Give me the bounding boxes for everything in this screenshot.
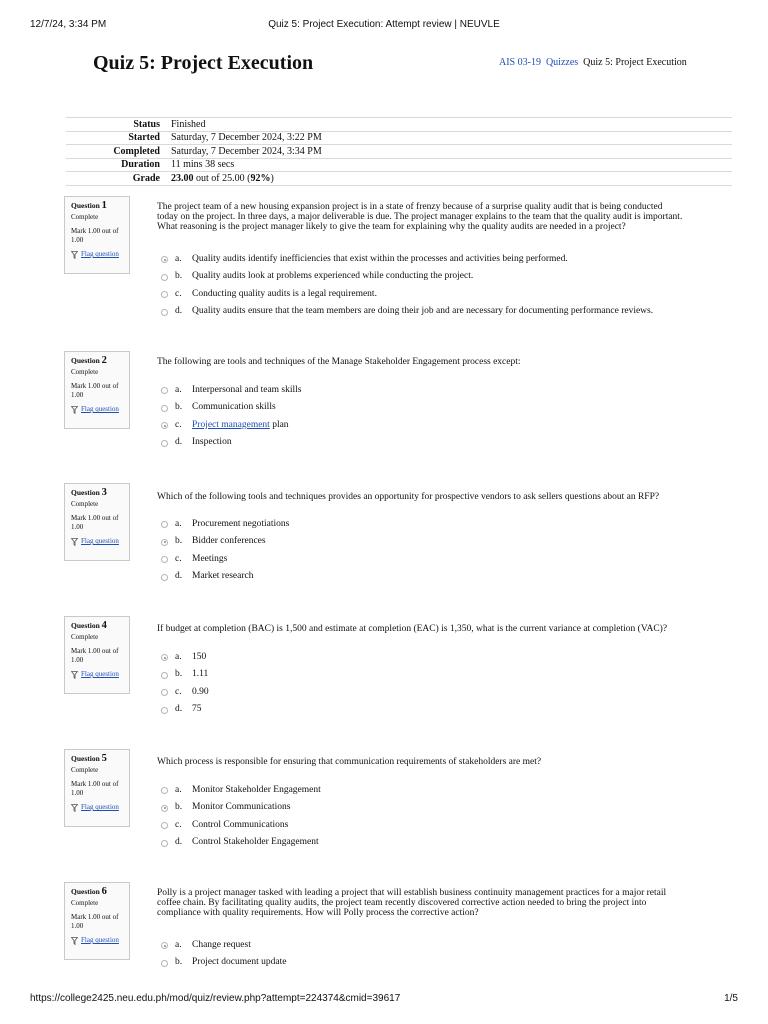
answer-letter: a. [175, 518, 182, 529]
question-text: Which process is responsible for ensuring that communication requirements of stakeholders are met? [157, 757, 542, 767]
question-number [71, 356, 124, 365]
breadcrumb-quizzes-link[interactable]: Quizzes [545, 57, 579, 68]
attempt-summary-table [66, 117, 732, 186]
summary-value: Saturday, 7 December 2024, 3:22 PM [171, 132, 322, 144]
breadcrumb-course-link[interactable]: AIS 03-19 [499, 57, 541, 68]
answer-letter: b. [175, 957, 183, 968]
summary-label: Grade [132, 172, 160, 184]
summary-value: Finished [171, 118, 206, 130]
question-state: Complete [71, 213, 99, 221]
answer-radio[interactable] [161, 960, 168, 967]
answer-text-content: Control Stakeholder Engagement [192, 837, 319, 848]
question-text: The project team of a new housing expansion project is in a state of frenzy because of a surprise quality audit that is being conducted today on the project. In three days, a major deliverable is due. The project manager explains to the team that the quality audit is important. What reasoning is the project manager likely to give the team for explaining why the quality audits are needed in a project? [157, 202, 683, 232]
answer-option[interactable] [161, 936, 721, 954]
flag-question-label: Flag question [81, 670, 119, 678]
answer-radio[interactable] [161, 539, 168, 546]
answer-text [192, 554, 227, 564]
answer-radio[interactable] [161, 274, 168, 281]
question-number [71, 621, 124, 630]
answer-letter: c. [175, 288, 182, 299]
answer-option[interactable] [161, 268, 721, 286]
answer-text-content: 75 [192, 704, 202, 715]
question-text: If budget at completion (BAC) is 1,500 and estimate at completion (EAC) is 1,350, what is the current variance at completion (VAC)? [157, 624, 668, 634]
summary-label: Started [128, 132, 160, 144]
answer-option[interactable] [161, 533, 721, 551]
print-footer [0, 993, 768, 1007]
answer-radio[interactable] [161, 805, 168, 812]
answer-letter: d. [175, 437, 183, 448]
answer-text [192, 402, 276, 412]
glossary-link[interactable]: Project management [192, 419, 270, 430]
answer-text-content: Quality audits identify inefficiencies that exist within the processes and activities being performed. [192, 253, 568, 264]
answer-text [192, 837, 319, 847]
answer-text [192, 306, 653, 316]
answer-radio[interactable] [161, 291, 168, 298]
answer-text-content: Monitor Stakeholder Engagement [192, 784, 321, 795]
flag-icon [71, 804, 78, 812]
answer-letter: b. [175, 536, 183, 547]
question-number-value: 4 [101, 620, 107, 631]
answer-option[interactable] [161, 816, 721, 834]
answer-text [192, 704, 202, 714]
answer-radio[interactable] [161, 822, 168, 829]
answer-radio[interactable] [161, 256, 168, 263]
answer-option[interactable] [161, 799, 721, 817]
answer-letter: d. [175, 571, 183, 582]
answer-text-content: Market research [192, 571, 254, 582]
question-info [64, 483, 130, 561]
summary-label: Status [133, 118, 160, 130]
question-number-value: 2 [101, 355, 107, 366]
question-number-value: 5 [101, 753, 107, 764]
summary-row-started [66, 131, 732, 145]
answer-radio[interactable] [161, 440, 168, 447]
flag-question-link[interactable] [71, 537, 124, 546]
answer-list [161, 515, 721, 585]
question-state: Complete [71, 766, 99, 774]
answer-text-content: Interpersonal and team skills [192, 384, 302, 395]
answer-text [192, 254, 568, 264]
question-text: Polly is a project manager tasked with leading a project that will establish business continuity management practices for a major retail coffee chain. By facilitating quality audits, the project team recently discovered corrective action needed to bring the project into compliance with quality requirements. How will Polly process the corrective action? [157, 888, 667, 918]
question-number [71, 754, 124, 763]
answer-text-content: Procurement negotiations [192, 518, 290, 529]
question-label: Question [71, 488, 100, 497]
answer-radio[interactable] [161, 787, 168, 794]
answer-letter: b. [175, 669, 183, 680]
answer-letter: d. [175, 306, 183, 317]
flag-icon [71, 406, 78, 414]
summary-value: Saturday, 7 December 2024, 3:34 PM [171, 145, 322, 157]
flag-question-label: Flag question [81, 537, 119, 545]
answer-text-content: 1.11 [192, 669, 209, 680]
grade-mid: out of 25.00 ( [193, 172, 251, 184]
question-number [71, 887, 124, 896]
answer-letter: c. [175, 686, 182, 697]
answer-text [192, 820, 288, 830]
answer-option[interactable] [161, 568, 721, 586]
print-page-number: 1/5 [724, 993, 738, 1004]
summary-row-completed [66, 145, 732, 159]
answer-option[interactable] [161, 399, 721, 417]
answer-text-content: 0.90 [192, 686, 209, 697]
answer-letter: c. [175, 553, 182, 564]
breadcrumb [499, 57, 687, 68]
answer-radio[interactable] [161, 654, 168, 661]
flag-icon [71, 937, 78, 945]
question-info [64, 749, 130, 827]
page-title: Quiz 5: Project Execution [93, 52, 314, 74]
question-number-value: 1 [101, 200, 107, 211]
answer-radio[interactable] [161, 707, 168, 714]
answer-text [192, 802, 290, 812]
question-label: Question [71, 356, 100, 365]
question-number [71, 201, 124, 210]
question-number-value: 3 [101, 487, 107, 498]
answer-option[interactable] [161, 781, 721, 799]
answer-text-content: Bidder conferences [192, 536, 266, 547]
answer-list [161, 936, 721, 971]
answer-radio[interactable] [161, 521, 168, 528]
answer-letter: b. [175, 802, 183, 813]
summary-value [168, 172, 732, 186]
answer-radio[interactable] [161, 309, 168, 316]
flag-question-label: Flag question [81, 405, 119, 413]
flag-question-link[interactable] [71, 803, 124, 812]
answer-letter: c. [175, 819, 182, 830]
question-state: Complete [71, 368, 99, 376]
answer-text-content: Meetings [192, 553, 228, 564]
print-datetime: 12/7/24, 3:34 PM [30, 19, 107, 30]
answer-text-content: Quality audits ensure that the team members are doing their job and are necessary for documenting performance reviews. [192, 306, 654, 317]
question-info [64, 882, 130, 960]
summary-label: Duration [121, 159, 160, 171]
answer-text [192, 536, 266, 546]
flag-question-label: Flag question [81, 803, 119, 811]
answer-text [192, 271, 473, 281]
question-number [71, 488, 124, 497]
answer-text-content: Control Communications [192, 819, 289, 830]
question-label: Question [71, 201, 100, 210]
answer-option[interactable] [161, 381, 721, 399]
answer-letter: d. [175, 704, 183, 715]
answer-radio[interactable] [161, 574, 168, 581]
answer-text-content: 150 [192, 651, 207, 662]
summary-row-status [66, 118, 732, 132]
question-label: Question [71, 887, 100, 896]
answer-text [192, 785, 321, 795]
answer-letter: a. [175, 384, 182, 395]
answer-option[interactable] [161, 648, 721, 666]
answer-text [192, 289, 377, 299]
flag-icon [71, 538, 78, 546]
answer-letter: d. [175, 837, 183, 848]
answer-option[interactable] [161, 416, 721, 434]
answer-option[interactable] [161, 434, 721, 452]
answer-letter: a. [175, 939, 182, 950]
answer-radio[interactable] [161, 942, 168, 949]
answer-letter: b. [175, 402, 183, 413]
answer-text [192, 957, 286, 967]
answer-letter: b. [175, 271, 183, 282]
answer-list [161, 781, 721, 851]
answer-option[interactable] [161, 834, 721, 852]
answer-list [161, 648, 721, 718]
answer-radio[interactable] [161, 840, 168, 847]
answer-text [192, 687, 209, 697]
answer-letter: a. [175, 784, 182, 795]
question-mark: Mark 1.00 out of 1.00 [71, 913, 119, 930]
answer-text-content: Inspection [192, 437, 232, 448]
question-state: Complete [71, 899, 99, 907]
answer-text [192, 652, 206, 662]
question-text: Which of the following tools and techniques provides an opportunity for prospective vendors to ask sellers questions about an RFP? [157, 492, 660, 502]
answer-text-content: Quality audits look at problems experienced while conducting the project. [192, 271, 474, 282]
summary-row-duration [66, 158, 732, 172]
answer-text [192, 385, 301, 395]
answer-list [161, 250, 721, 320]
answer-radio[interactable] [161, 405, 168, 412]
answer-radio[interactable] [161, 387, 168, 394]
question-info [64, 616, 130, 694]
flag-question-link[interactable] [71, 250, 124, 259]
answer-text [192, 519, 289, 529]
answer-letter: c. [175, 419, 182, 430]
answer-text-content: Change request [192, 939, 251, 950]
answer-text-content: Monitor Communications [192, 802, 291, 813]
answer-option[interactable] [161, 954, 721, 972]
answer-option[interactable] [161, 285, 721, 303]
summary-row-grade [66, 172, 732, 186]
answer-option[interactable] [161, 666, 721, 684]
breadcrumb-current: Quiz 5: Project Execution [583, 57, 687, 68]
flag-question-link[interactable] [71, 936, 124, 945]
flag-icon [71, 671, 78, 679]
summary-label: Completed [113, 145, 160, 157]
answer-option[interactable] [161, 250, 721, 268]
answer-text-content: Conducting quality audits is a legal requirement. [192, 288, 377, 299]
question-text: The following are tools and techniques of the Manage Stakeholder Engagement process except: [157, 357, 521, 367]
print-header [0, 19, 768, 33]
question-label: Question [71, 754, 100, 763]
answer-option[interactable] [161, 515, 721, 533]
answer-text [192, 437, 232, 447]
answer-radio[interactable] [161, 689, 168, 696]
flag-question-link[interactable] [71, 405, 124, 414]
question-state: Complete [71, 500, 99, 508]
flag-icon [71, 251, 78, 259]
answer-radio[interactable] [161, 556, 168, 563]
answer-text [192, 669, 208, 679]
answer-text [192, 940, 251, 950]
grade-end: ) [270, 172, 274, 184]
question-mark: Mark 1.00 out of 1.00 [71, 227, 119, 244]
question-state: Complete [71, 633, 99, 641]
question-info [64, 351, 130, 429]
answer-text-content: plan [269, 419, 289, 430]
answer-text [192, 571, 253, 581]
print-url: https://college2425.neu.edu.ph/mod/quiz/review.php?attempt=224374&cmid=39617 [30, 993, 401, 1004]
answer-option[interactable] [161, 701, 721, 719]
answer-text-content: Communication skills [192, 402, 276, 413]
question-mark: Mark 1.00 out of 1.00 [71, 382, 119, 399]
answer-option[interactable] [161, 683, 721, 701]
flag-question-label: Flag question [81, 250, 119, 258]
flag-question-label: Flag question [81, 936, 119, 944]
answer-radio[interactable] [161, 422, 168, 429]
print-page-title: Quiz 5: Project Execution: Attempt review | NEUVLE [268, 19, 500, 30]
flag-question-link[interactable] [71, 670, 124, 679]
answer-radio[interactable] [161, 672, 168, 679]
summary-value: 11 mins 38 secs [171, 159, 235, 171]
answer-letter: a. [175, 651, 182, 662]
question-mark: Mark 1.00 out of 1.00 [71, 514, 119, 531]
question-label: Question [71, 621, 100, 630]
answer-option[interactable] [161, 303, 721, 321]
question-number-value: 6 [101, 886, 107, 897]
question-info [64, 196, 130, 274]
answer-text-content: Project document update [192, 957, 287, 968]
grade-percent: 92% [250, 172, 271, 184]
question-mark: Mark 1.00 out of 1.00 [71, 780, 119, 797]
answer-text [192, 420, 289, 430]
question-mark: Mark 1.00 out of 1.00 [71, 647, 119, 664]
answer-letter: a. [175, 253, 182, 264]
answer-list [161, 381, 721, 451]
grade-score: 23.00 [171, 172, 194, 184]
answer-option[interactable] [161, 550, 721, 568]
